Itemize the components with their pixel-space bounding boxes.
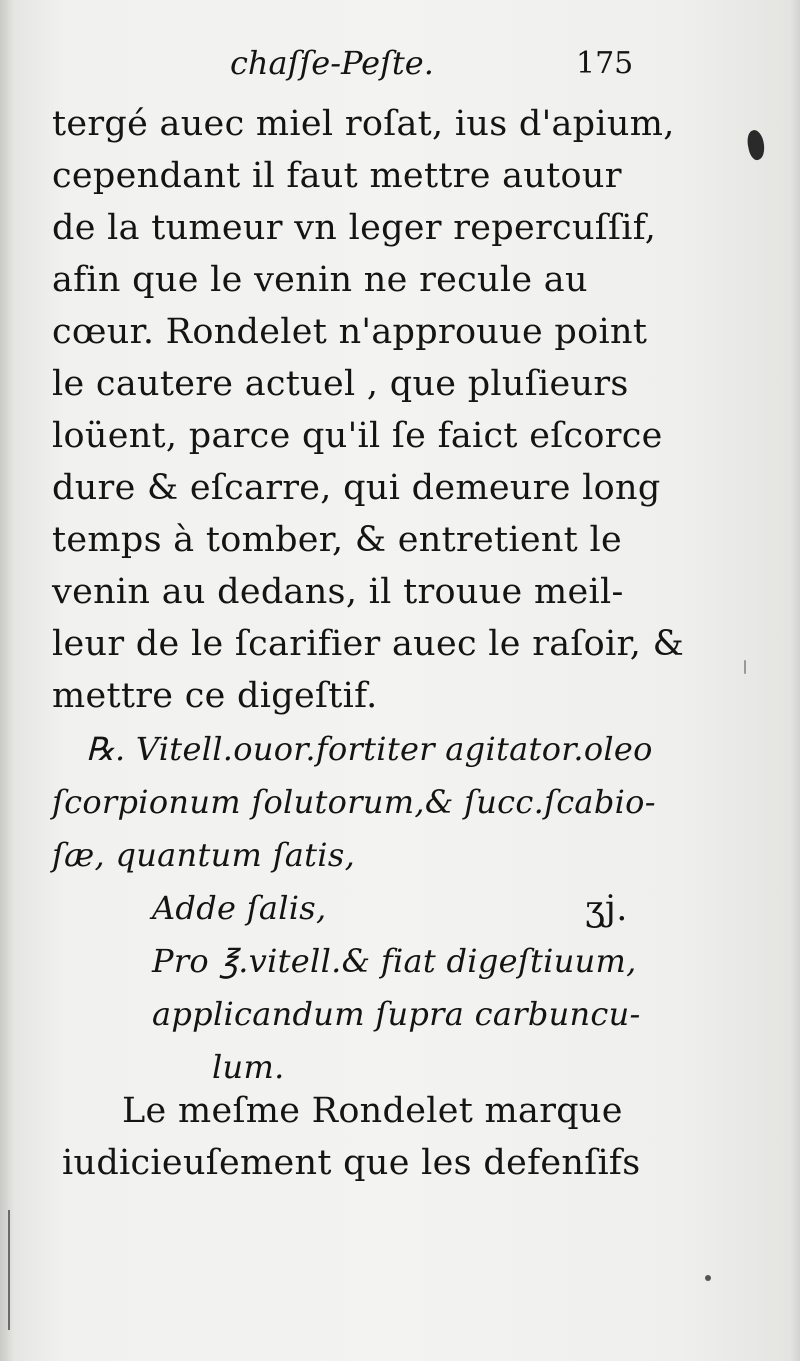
body-line: iudicieuſement que les defenſifs [62,1143,641,1183]
recipe-line: ℞. Vitell.ouor.fortiter agitator.oleo [86,730,653,768]
body-line: dure & eſcarre, qui demeure long [52,468,661,508]
body-line: de la tumeur vn leger repercuſſif, [52,208,657,248]
body-line: mettre ce digeſtif. [52,676,378,716]
body-line: cœur. Rondelet n'approuue point [52,312,648,352]
body-line: Le meſme Rondelet marque [122,1091,623,1131]
body-line: loüent, parce qu'il ſe faict eſcorce [52,416,663,456]
recipe-measure: ʒj. [585,889,628,929]
recipe-line: lum. [212,1048,285,1086]
body-line: temps à tomber, & entretient le [52,520,622,560]
recipe-line: Adde ſalis, [152,889,327,927]
recipe-line: applicandum ſupra carbuncu- [152,995,641,1033]
body-line: leur de le ſcarifier auec le raſoir, & [52,624,685,664]
recipe-line: ſæ, quantum ſatis, [52,836,356,874]
page-number: 175 [576,46,634,81]
recipe-line: Pro ℥.vitell.& fiat digeſtiuum, [152,942,637,980]
running-head: chaſſe-Peſte. [230,44,434,82]
body-line: tergé auec miel roſat, ius d'apium, [52,104,675,144]
recipe-line: ſcorpionum ſolutorum,& ſucc.ſcabio- [52,783,656,821]
body-line: le cautere actuel , que pluſieurs [52,364,629,404]
body-line: cependant il faut mettre autour [52,156,622,196]
body-line: venin au dedans, il trouue meil- [52,572,624,612]
body-line: afin que le venin ne recule au [52,260,588,300]
